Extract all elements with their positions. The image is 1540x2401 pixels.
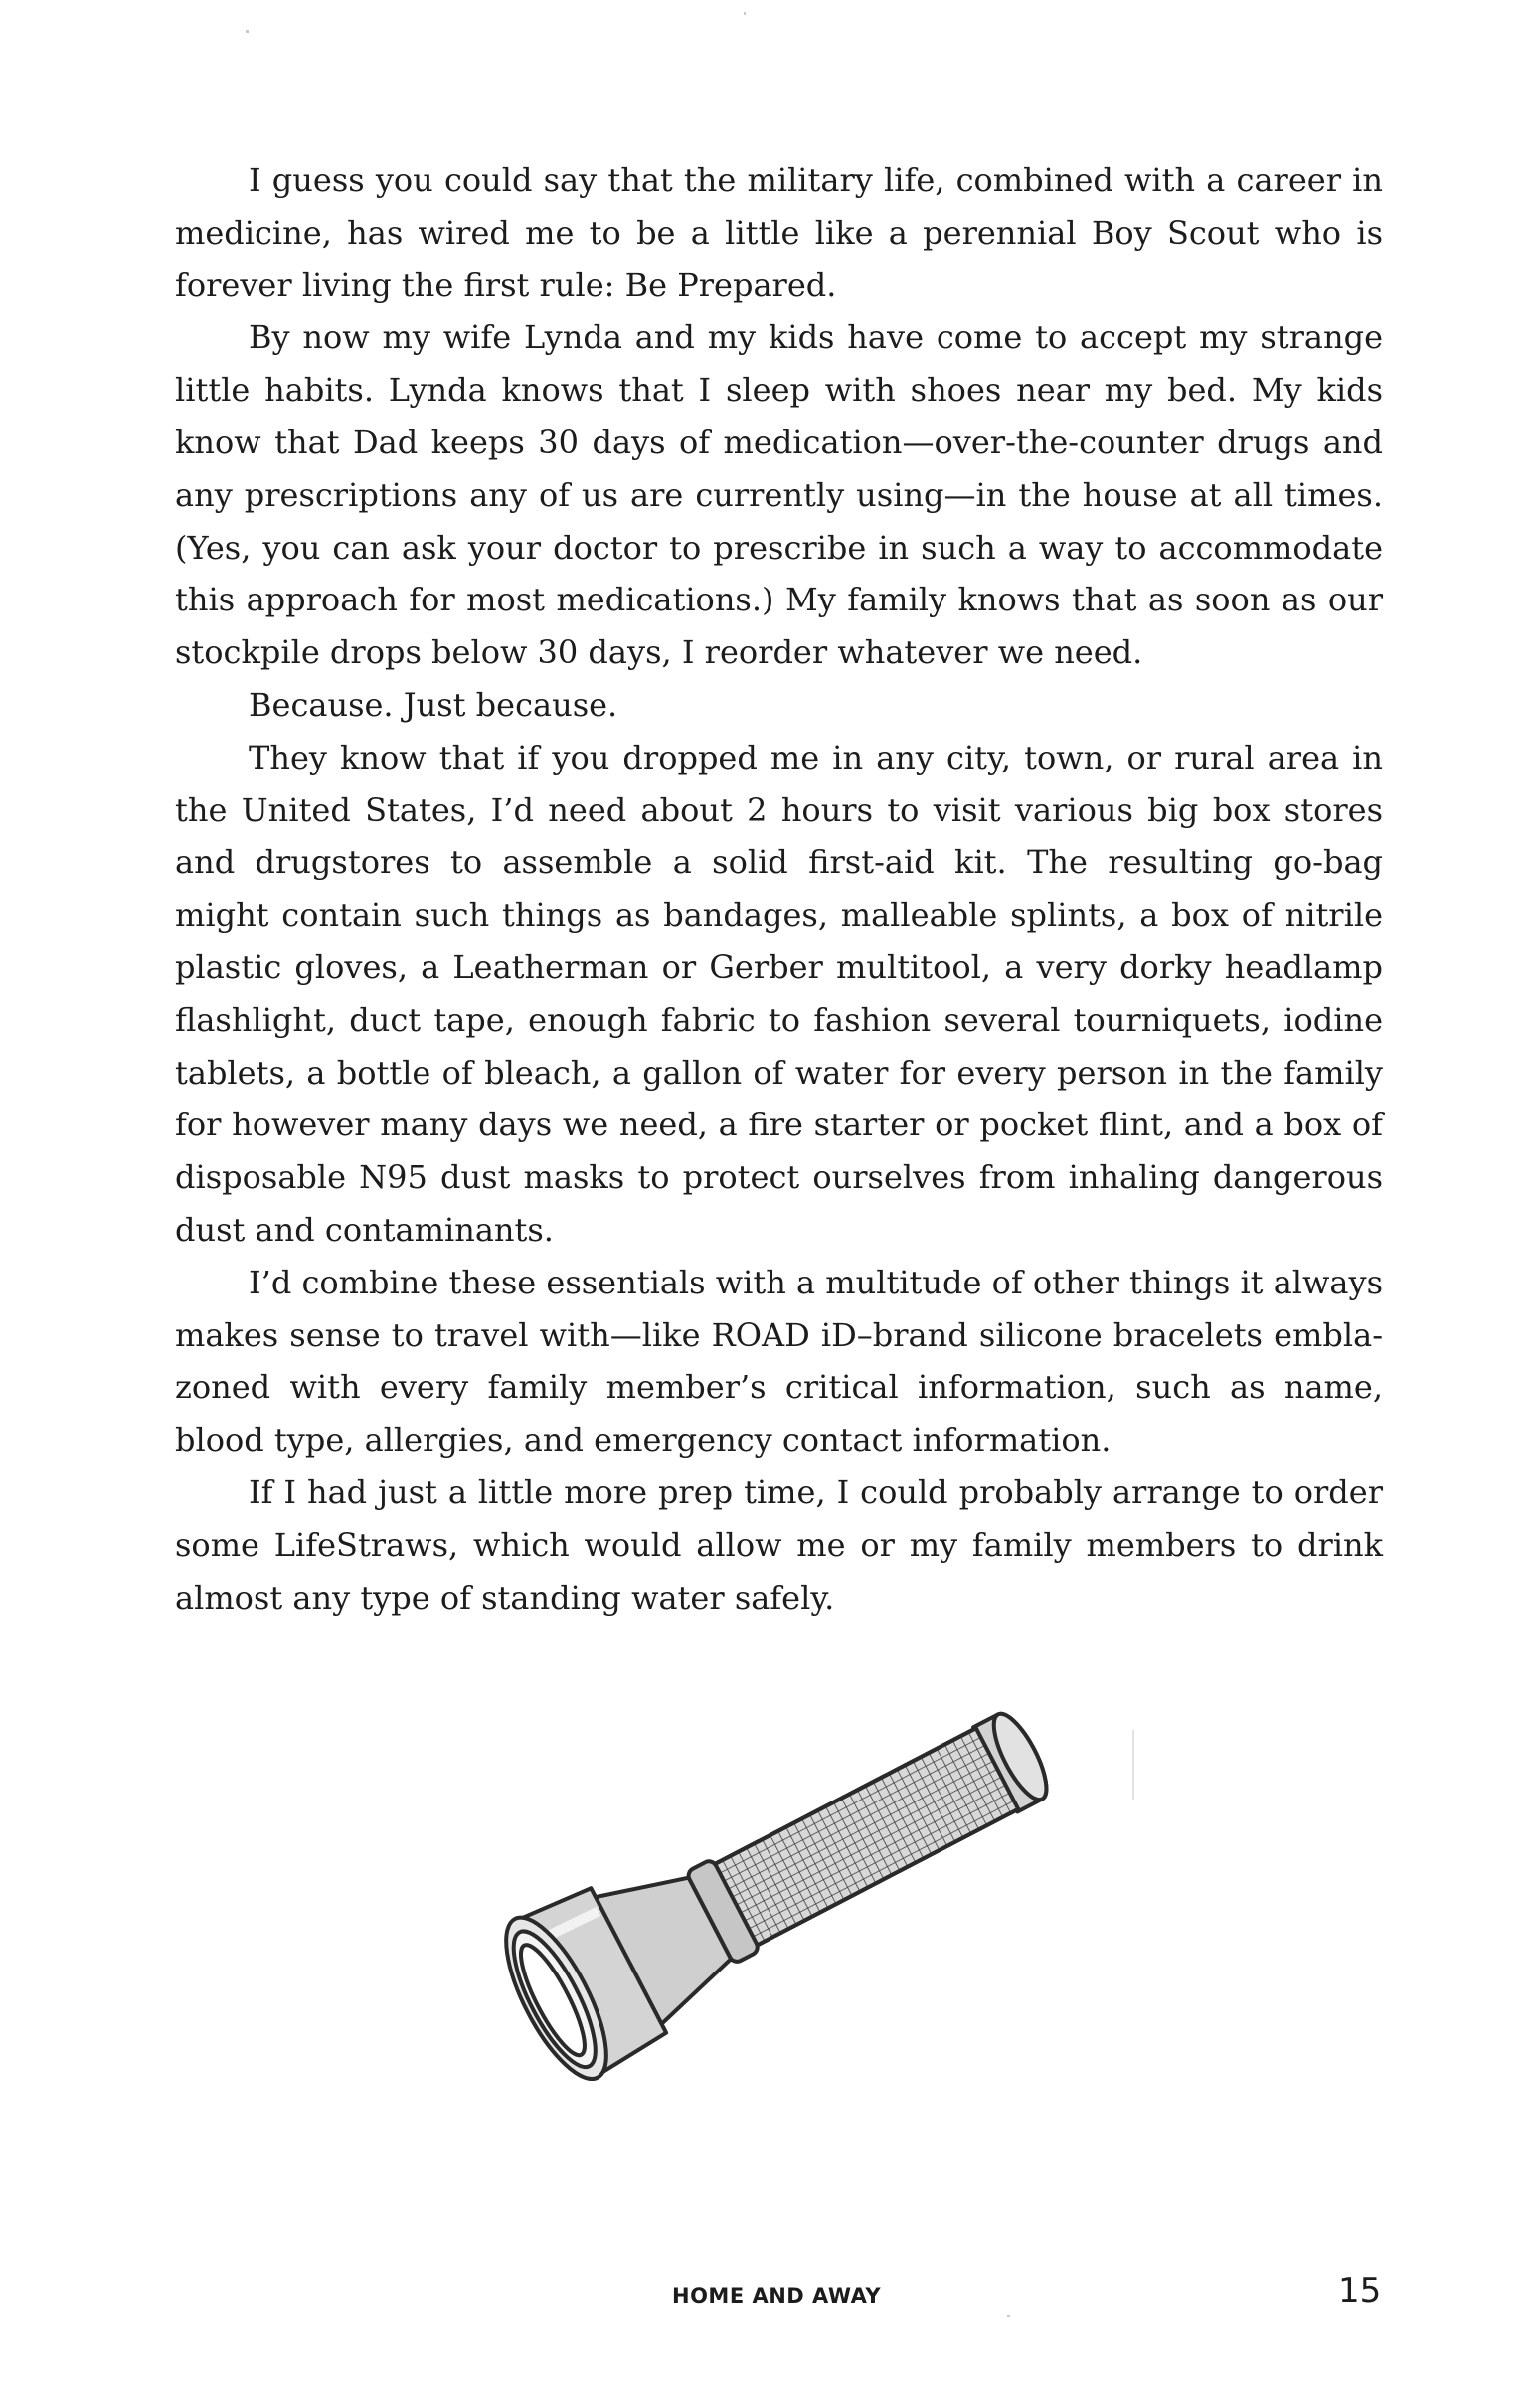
paragraph-5: I’d combine these essentials with a multitude of other things it always makes sense to travel with—like ROAD iD–brand silicone bracelets emblazoned with every family member’s critical information, such as name, blood type, allergies, and emergency contact information. xyxy=(175,1263,1383,1459)
flashlight-icon xyxy=(467,1690,1123,2147)
scan-line xyxy=(1132,1730,1134,1800)
page-number: 15 xyxy=(1338,2271,1382,2311)
paragraph-1: I guess you could say that the military life, combined with a career in medicine, has wired me to be a little like a perennial Boy Scout who is forever living the first rule: Be Prepared. xyxy=(175,161,1383,304)
paragraph-6: If I had just a little more prep time, I could probably arrange to order some LifeStraws, which would allow me or my family members to drink almost any type of standing water safely. xyxy=(175,1472,1383,1617)
paragraph-2: By now my wife Lynda and my kids have come to accept my strange little habits. Lynda knows that I sleep with shoes near my bed. My kids know that Dad keeps 30 days of medication—over-the-counter drugs and any prescriptions any of us are currently using—in the house at all times. (Yes, you can ask your doctor to prescribe in such a way to accommodate this approach for most medications.) My family knows that as soon as our stockpile drops below 30 days, I reorder whatever we need. xyxy=(175,318,1383,672)
scan-speck xyxy=(1007,2315,1010,2317)
flashlight-illustration xyxy=(467,1690,1123,2147)
scan-speck xyxy=(246,30,249,33)
body-text xyxy=(175,154,1383,1624)
running-head: HOME AND AWAY xyxy=(672,2284,882,2308)
scan-speck xyxy=(744,12,746,15)
paragraph-4: They know that if you dropped me in any city, town, or rural area in the United States, I’d need about 2 hours to visit various big box stores and drugstores to assemble a solid first-aid kit. The resulting go-bag might contain such things as bandages, malleable splints, a box of nitrile plastic gloves, a Leatherman or Gerber multitool, a very dorky headlamp flashlight, duct tape, enough fabric to fashion several tourniquets, iodine tablets, a bottle of bleach, a gallon of water for every person in the family for however many days we need, a fire starter or pocket flint, and a box of disposable N95 dust masks to protect ourselves from inhaling dangerous dust and contaminants. xyxy=(175,738,1383,1249)
paragraph-3: Because. Just because. xyxy=(249,685,618,724)
